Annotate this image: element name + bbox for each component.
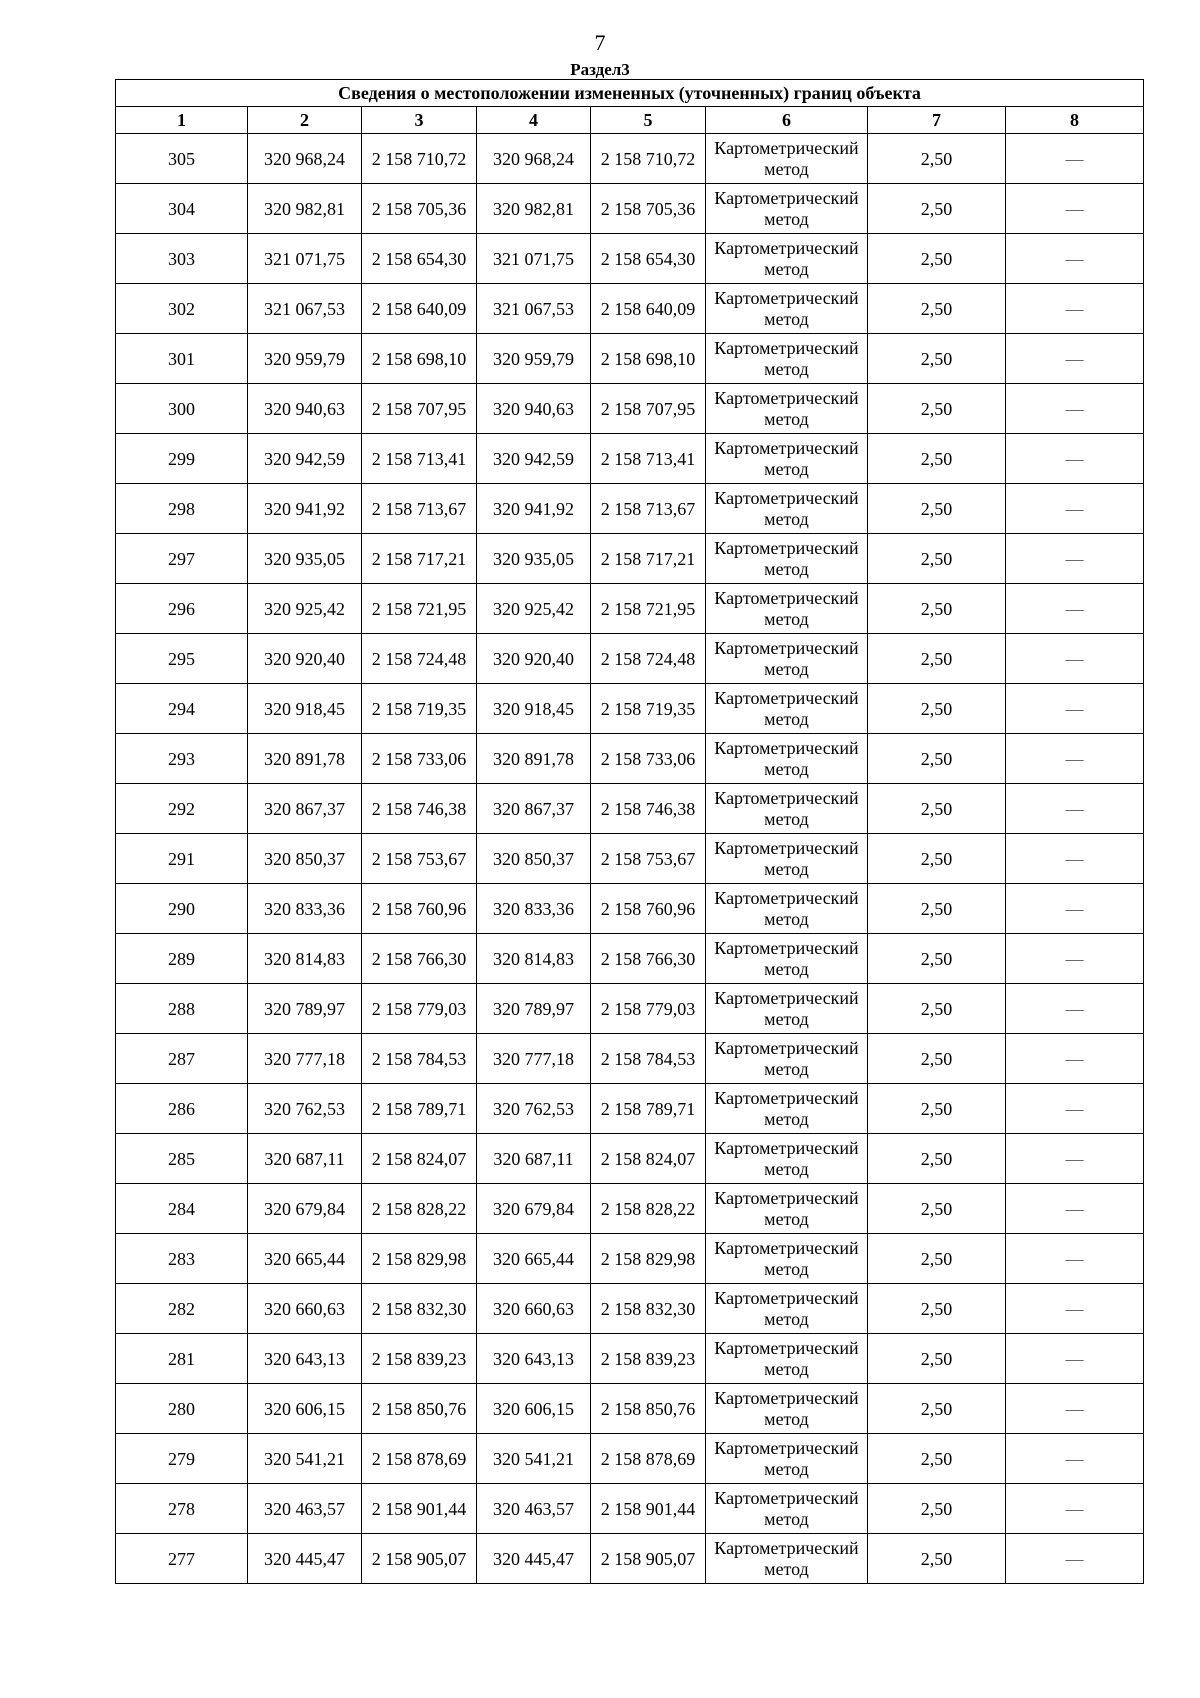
y-old-cell: 2 158 654,30 (362, 234, 477, 284)
description-cell: — (1006, 384, 1144, 434)
table-row (116, 1234, 1144, 1284)
x-new-cell: 320 942,59 (477, 434, 591, 484)
table-row (116, 1384, 1144, 1434)
y-old-cell: 2 158 719,35 (362, 684, 477, 734)
x-old-cell: 320 660,63 (248, 1284, 362, 1334)
accuracy-cell: 2,50 (868, 684, 1006, 734)
y-old-cell: 2 158 705,36 (362, 184, 477, 234)
column-number: 3 (362, 107, 477, 134)
point-number-cell: 277 (116, 1534, 248, 1584)
y-new-cell: 2 158 719,35 (591, 684, 706, 734)
point-number-cell: 291 (116, 834, 248, 884)
table-row (116, 234, 1144, 284)
table-row (116, 1534, 1144, 1584)
y-old-cell: 2 158 828,22 (362, 1184, 477, 1234)
y-new-cell: 2 158 721,95 (591, 584, 706, 634)
accuracy-cell: 2,50 (868, 734, 1006, 784)
table-row (116, 884, 1144, 934)
description-cell: — (1006, 1134, 1144, 1184)
table-row (116, 384, 1144, 434)
description-cell: — (1006, 1384, 1144, 1434)
table-row (116, 584, 1144, 634)
point-number-cell: 284 (116, 1184, 248, 1234)
column-number: 8 (1006, 107, 1144, 134)
method-cell: Картометрический метод (706, 684, 868, 734)
x-new-cell: 320 660,63 (477, 1284, 591, 1334)
x-new-cell: 320 850,37 (477, 834, 591, 884)
accuracy-cell: 2,50 (868, 134, 1006, 184)
accuracy-cell: 2,50 (868, 634, 1006, 684)
point-number-cell: 292 (116, 784, 248, 834)
method-cell: Картометрический метод (706, 534, 868, 584)
x-new-cell: 320 643,13 (477, 1334, 591, 1384)
y-new-cell: 2 158 850,76 (591, 1384, 706, 1434)
description-cell: — (1006, 734, 1144, 784)
method-cell: Картометрический метод (706, 1534, 868, 1584)
y-old-cell: 2 158 733,06 (362, 734, 477, 784)
accuracy-cell: 2,50 (868, 1234, 1006, 1284)
y-new-cell: 2 158 713,67 (591, 484, 706, 534)
x-old-cell: 320 665,44 (248, 1234, 362, 1284)
description-cell: — (1006, 884, 1144, 934)
table-row (116, 1034, 1144, 1084)
description-cell: — (1006, 484, 1144, 534)
accuracy-cell: 2,50 (868, 884, 1006, 934)
point-number-cell: 303 (116, 234, 248, 284)
method-cell: Картометрический метод (706, 1334, 868, 1384)
description-cell: — (1006, 1034, 1144, 1084)
description-cell: — (1006, 584, 1144, 634)
x-new-cell: 320 814,83 (477, 934, 591, 984)
x-new-cell: 320 941,92 (477, 484, 591, 534)
x-new-cell: 320 687,11 (477, 1134, 591, 1184)
method-cell: Картометрический метод (706, 484, 868, 534)
accuracy-cell: 2,50 (868, 1084, 1006, 1134)
y-new-cell: 2 158 705,36 (591, 184, 706, 234)
accuracy-cell: 2,50 (868, 1534, 1006, 1584)
x-new-cell: 320 968,24 (477, 134, 591, 184)
y-old-cell: 2 158 640,09 (362, 284, 477, 334)
point-number-cell: 289 (116, 934, 248, 984)
description-cell: — (1006, 684, 1144, 734)
accuracy-cell: 2,50 (868, 584, 1006, 634)
accuracy-cell: 2,50 (868, 1284, 1006, 1334)
table-caption-row (116, 80, 1144, 107)
table-row (116, 834, 1144, 884)
x-old-cell: 320 867,37 (248, 784, 362, 834)
point-number-cell: 305 (116, 134, 248, 184)
x-old-cell: 320 789,97 (248, 984, 362, 1034)
y-old-cell: 2 158 779,03 (362, 984, 477, 1034)
y-old-cell: 2 158 905,07 (362, 1534, 477, 1584)
table-row (116, 734, 1144, 784)
y-new-cell: 2 158 733,06 (591, 734, 706, 784)
method-cell: Картометрический метод (706, 1434, 868, 1484)
point-number-cell: 294 (116, 684, 248, 734)
accuracy-cell: 2,50 (868, 834, 1006, 884)
x-new-cell: 320 935,05 (477, 534, 591, 584)
point-number-cell: 293 (116, 734, 248, 784)
y-old-cell: 2 158 713,41 (362, 434, 477, 484)
table-row (116, 1084, 1144, 1134)
y-new-cell: 2 158 710,72 (591, 134, 706, 184)
table-row (116, 334, 1144, 384)
y-new-cell: 2 158 789,71 (591, 1084, 706, 1134)
y-old-cell: 2 158 713,67 (362, 484, 477, 534)
x-old-cell: 320 687,11 (248, 1134, 362, 1184)
description-cell: — (1006, 1234, 1144, 1284)
point-number-cell: 290 (116, 884, 248, 934)
point-number-cell: 304 (116, 184, 248, 234)
point-number-cell: 287 (116, 1034, 248, 1084)
y-new-cell: 2 158 698,10 (591, 334, 706, 384)
y-new-cell: 2 158 832,30 (591, 1284, 706, 1334)
table-row (116, 284, 1144, 334)
x-new-cell: 321 071,75 (477, 234, 591, 284)
x-new-cell: 320 867,37 (477, 784, 591, 834)
table-row (116, 1134, 1144, 1184)
table-row (116, 934, 1144, 984)
description-cell: — (1006, 134, 1144, 184)
x-old-cell: 320 463,57 (248, 1484, 362, 1534)
point-number-cell: 302 (116, 284, 248, 334)
accuracy-cell: 2,50 (868, 484, 1006, 534)
y-new-cell: 2 158 905,07 (591, 1534, 706, 1584)
table-row (116, 1334, 1144, 1384)
method-cell: Картометрический метод (706, 184, 868, 234)
method-cell: Картометрический метод (706, 1384, 868, 1434)
accuracy-cell: 2,50 (868, 1484, 1006, 1534)
x-old-cell: 320 918,45 (248, 684, 362, 734)
method-cell: Картометрический метод (706, 934, 868, 984)
y-old-cell: 2 158 824,07 (362, 1134, 477, 1184)
table-row (116, 134, 1144, 184)
table-row (116, 784, 1144, 834)
page-number: 7 (594, 30, 606, 55)
y-new-cell: 2 158 717,21 (591, 534, 706, 584)
method-cell: Картометрический метод (706, 884, 868, 934)
y-new-cell: 2 158 766,30 (591, 934, 706, 984)
table-row (116, 984, 1144, 1034)
description-cell: — (1006, 184, 1144, 234)
x-new-cell: 320 833,36 (477, 884, 591, 934)
point-number-cell: 301 (116, 334, 248, 384)
point-number-cell: 278 (116, 1484, 248, 1534)
y-old-cell: 2 158 760,96 (362, 884, 477, 934)
accuracy-cell: 2,50 (868, 984, 1006, 1034)
accuracy-cell: 2,50 (868, 1034, 1006, 1084)
method-cell: Картометрический метод (706, 334, 868, 384)
accuracy-cell: 2,50 (868, 1184, 1006, 1234)
method-cell: Картометрический метод (706, 284, 868, 334)
y-old-cell: 2 158 784,53 (362, 1034, 477, 1084)
method-cell: Картометрический метод (706, 134, 868, 184)
x-old-cell: 320 959,79 (248, 334, 362, 384)
table-row (116, 484, 1144, 534)
y-old-cell: 2 158 832,30 (362, 1284, 477, 1334)
x-new-cell: 320 679,84 (477, 1184, 591, 1234)
accuracy-cell: 2,50 (868, 234, 1006, 284)
y-old-cell: 2 158 753,67 (362, 834, 477, 884)
point-number-cell: 279 (116, 1434, 248, 1484)
table-row (116, 1184, 1144, 1234)
y-new-cell: 2 158 878,69 (591, 1434, 706, 1484)
y-new-cell: 2 158 839,23 (591, 1334, 706, 1384)
y-old-cell: 2 158 721,95 (362, 584, 477, 634)
y-new-cell: 2 158 824,07 (591, 1134, 706, 1184)
method-cell: Картометрический метод (706, 834, 868, 884)
x-old-cell: 320 891,78 (248, 734, 362, 784)
description-cell: — (1006, 934, 1144, 984)
x-old-cell: 320 920,40 (248, 634, 362, 684)
y-new-cell: 2 158 713,41 (591, 434, 706, 484)
x-old-cell: 320 942,59 (248, 434, 362, 484)
point-number-cell: 280 (116, 1384, 248, 1434)
section-title: Раздел3 (570, 60, 630, 79)
point-number-cell: 281 (116, 1334, 248, 1384)
description-cell: — (1006, 984, 1144, 1034)
table-body (116, 134, 1144, 1584)
description-cell: — (1006, 1534, 1144, 1584)
y-new-cell: 2 158 707,95 (591, 384, 706, 434)
table-row (116, 1484, 1144, 1534)
y-old-cell: 2 158 878,69 (362, 1434, 477, 1484)
x-new-cell: 320 959,79 (477, 334, 591, 384)
method-cell: Картометрический метод (706, 384, 868, 434)
table-row (116, 1434, 1144, 1484)
point-number-cell: 296 (116, 584, 248, 634)
y-new-cell: 2 158 828,22 (591, 1184, 706, 1234)
column-number: 1 (116, 107, 248, 134)
x-new-cell: 320 925,42 (477, 584, 591, 634)
method-cell: Картометрический метод (706, 1134, 868, 1184)
y-old-cell: 2 158 901,44 (362, 1484, 477, 1534)
x-new-cell: 320 777,18 (477, 1034, 591, 1084)
x-old-cell: 320 541,21 (248, 1434, 362, 1484)
method-cell: Картометрический метод (706, 1034, 868, 1084)
x-old-cell: 320 814,83 (248, 934, 362, 984)
x-old-cell: 320 643,13 (248, 1334, 362, 1384)
accuracy-cell: 2,50 (868, 1434, 1006, 1484)
x-new-cell: 320 982,81 (477, 184, 591, 234)
accuracy-cell: 2,50 (868, 384, 1006, 434)
table-row (116, 634, 1144, 684)
x-old-cell: 320 606,15 (248, 1384, 362, 1434)
y-old-cell: 2 158 710,72 (362, 134, 477, 184)
method-cell: Картометрический метод (706, 1284, 868, 1334)
x-old-cell: 320 777,18 (248, 1034, 362, 1084)
point-number-cell: 299 (116, 434, 248, 484)
x-new-cell: 320 918,45 (477, 684, 591, 734)
x-new-cell: 320 920,40 (477, 634, 591, 684)
column-number: 7 (868, 107, 1006, 134)
y-new-cell: 2 158 784,53 (591, 1034, 706, 1084)
x-old-cell: 321 071,75 (248, 234, 362, 284)
description-cell: — (1006, 234, 1144, 284)
description-cell: — (1006, 1184, 1144, 1234)
x-new-cell: 320 541,21 (477, 1434, 591, 1484)
x-old-cell: 320 833,36 (248, 884, 362, 934)
y-old-cell: 2 158 839,23 (362, 1334, 477, 1384)
description-cell: — (1006, 434, 1144, 484)
y-old-cell: 2 158 717,21 (362, 534, 477, 584)
table-row (116, 684, 1144, 734)
accuracy-cell: 2,50 (868, 434, 1006, 484)
x-old-cell: 320 941,92 (248, 484, 362, 534)
description-cell: — (1006, 1484, 1144, 1534)
x-old-cell: 320 679,84 (248, 1184, 362, 1234)
x-new-cell: 320 463,57 (477, 1484, 591, 1534)
y-old-cell: 2 158 789,71 (362, 1084, 477, 1134)
x-new-cell: 320 762,53 (477, 1084, 591, 1134)
method-cell: Картометрический метод (706, 234, 868, 284)
x-new-cell: 320 665,44 (477, 1234, 591, 1284)
description-cell: — (1006, 1434, 1144, 1484)
column-number: 6 (706, 107, 868, 134)
x-new-cell: 320 789,97 (477, 984, 591, 1034)
method-cell: Картометрический метод (706, 734, 868, 784)
y-new-cell: 2 158 901,44 (591, 1484, 706, 1534)
description-cell: — (1006, 784, 1144, 834)
description-cell: — (1006, 634, 1144, 684)
y-new-cell: 2 158 779,03 (591, 984, 706, 1034)
y-old-cell: 2 158 707,95 (362, 384, 477, 434)
method-cell: Картометрический метод (706, 434, 868, 484)
y-new-cell: 2 158 654,30 (591, 234, 706, 284)
point-number-cell: 286 (116, 1084, 248, 1134)
point-number-cell: 283 (116, 1234, 248, 1284)
x-new-cell: 320 445,47 (477, 1534, 591, 1584)
point-number-cell: 288 (116, 984, 248, 1034)
coordinates-table (115, 79, 1144, 1584)
y-new-cell: 2 158 746,38 (591, 784, 706, 834)
y-old-cell: 2 158 724,48 (362, 634, 477, 684)
method-cell: Картометрический метод (706, 784, 868, 834)
accuracy-cell: 2,50 (868, 1134, 1006, 1184)
accuracy-cell: 2,50 (868, 934, 1006, 984)
y-old-cell: 2 158 698,10 (362, 334, 477, 384)
x-old-cell: 320 762,53 (248, 1084, 362, 1134)
table-row (116, 1284, 1144, 1334)
x-old-cell: 321 067,53 (248, 284, 362, 334)
method-cell: Картометрический метод (706, 1484, 868, 1534)
column-number-row (116, 107, 1144, 134)
description-cell: — (1006, 1084, 1144, 1134)
y-old-cell: 2 158 746,38 (362, 784, 477, 834)
point-number-cell: 285 (116, 1134, 248, 1184)
accuracy-cell: 2,50 (868, 784, 1006, 834)
description-cell: — (1006, 1334, 1144, 1384)
description-cell: — (1006, 334, 1144, 384)
y-new-cell: 2 158 640,09 (591, 284, 706, 334)
point-number-cell: 298 (116, 484, 248, 534)
x-old-cell: 320 935,05 (248, 534, 362, 584)
table-row (116, 184, 1144, 234)
x-old-cell: 320 982,81 (248, 184, 362, 234)
accuracy-cell: 2,50 (868, 284, 1006, 334)
method-cell: Картометрический метод (706, 584, 868, 634)
point-number-cell: 297 (116, 534, 248, 584)
description-cell: — (1006, 284, 1144, 334)
x-old-cell: 320 445,47 (248, 1534, 362, 1584)
point-number-cell: 295 (116, 634, 248, 684)
y-new-cell: 2 158 829,98 (591, 1234, 706, 1284)
x-old-cell: 320 940,63 (248, 384, 362, 434)
description-cell: — (1006, 1284, 1144, 1334)
description-cell: — (1006, 534, 1144, 584)
y-old-cell: 2 158 850,76 (362, 1384, 477, 1434)
table-row (116, 434, 1144, 484)
accuracy-cell: 2,50 (868, 184, 1006, 234)
x-new-cell: 320 940,63 (477, 384, 591, 434)
x-old-cell: 320 925,42 (248, 584, 362, 634)
accuracy-cell: 2,50 (868, 334, 1006, 384)
column-number: 5 (591, 107, 706, 134)
y-new-cell: 2 158 760,96 (591, 884, 706, 934)
description-cell: — (1006, 834, 1144, 884)
table-caption: Сведения о местоположении измененных (уточненных) границ объекта (116, 80, 1144, 107)
column-number: 2 (248, 107, 362, 134)
x-new-cell: 320 891,78 (477, 734, 591, 784)
y-old-cell: 2 158 829,98 (362, 1234, 477, 1284)
point-number-cell: 282 (116, 1284, 248, 1334)
method-cell: Картометрический метод (706, 1234, 868, 1284)
point-number-cell: 300 (116, 384, 248, 434)
y-new-cell: 2 158 753,67 (591, 834, 706, 884)
x-new-cell: 321 067,53 (477, 284, 591, 334)
y-new-cell: 2 158 724,48 (591, 634, 706, 684)
accuracy-cell: 2,50 (868, 1334, 1006, 1384)
column-number: 4 (477, 107, 591, 134)
method-cell: Картометрический метод (706, 1084, 868, 1134)
method-cell: Картометрический метод (706, 984, 868, 1034)
accuracy-cell: 2,50 (868, 534, 1006, 584)
accuracy-cell: 2,50 (868, 1384, 1006, 1434)
method-cell: Картометрический метод (706, 1184, 868, 1234)
method-cell: Картометрический метод (706, 634, 868, 684)
x-old-cell: 320 850,37 (248, 834, 362, 884)
y-old-cell: 2 158 766,30 (362, 934, 477, 984)
table-row (116, 534, 1144, 584)
x-new-cell: 320 606,15 (477, 1384, 591, 1434)
x-old-cell: 320 968,24 (248, 134, 362, 184)
